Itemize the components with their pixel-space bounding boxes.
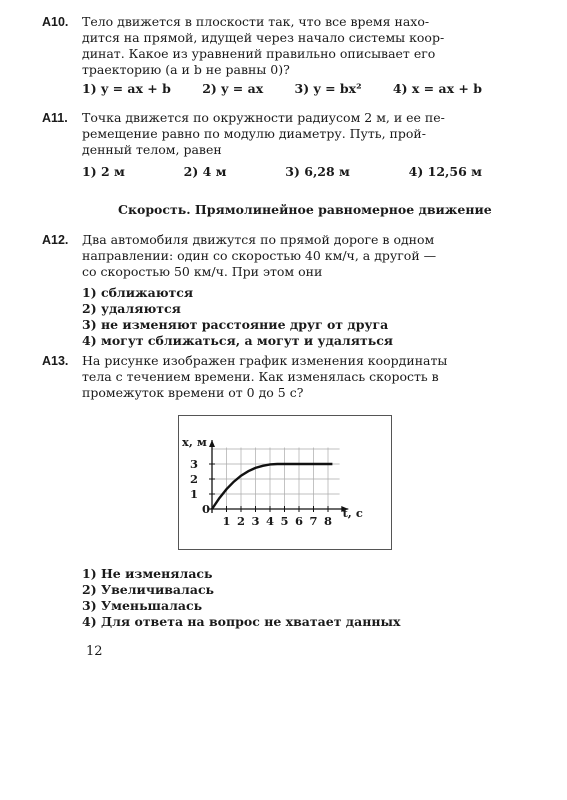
question-number: А13.	[42, 354, 69, 368]
y-tick-label: 2	[189, 472, 198, 486]
x-tick-label: 7	[309, 514, 318, 528]
answer-option: 3) y = bx²	[294, 81, 362, 96]
grid	[212, 448, 340, 510]
answer-option: 2) 4 м	[183, 164, 227, 179]
question-a10	[42, 14, 522, 97]
answer-option: 4) x = ax + b	[392, 81, 482, 96]
x-tick-label: 6	[294, 514, 304, 528]
answer-option: 1) Не изменялась	[82, 566, 213, 581]
graph-frame	[179, 416, 392, 550]
question-text-line: денный телом, равен	[82, 142, 222, 157]
x-tick-label: 1	[222, 514, 231, 528]
series-line	[212, 464, 332, 509]
question-a12	[42, 232, 522, 349]
question-text-line: промежуток времени от 0 до 5 с?	[82, 385, 304, 400]
x-tick-label: 4	[265, 514, 275, 528]
question-text-line: ремещение равно по модулю диаметру. Путь, прой-	[82, 126, 426, 141]
x-axis-label: t, с	[342, 506, 363, 520]
x-tick-label: 3	[251, 514, 260, 528]
x-tick-label: 8	[323, 514, 333, 528]
answer-option: 2) Увеличивалась	[82, 582, 215, 597]
question-a11	[42, 110, 522, 180]
question-text-line: дится на прямой, идущей через начало системы коор-	[82, 30, 445, 45]
question-number: А11.	[42, 111, 68, 125]
question-a13-options	[82, 566, 522, 630]
question-text-line: Точка движется по окружности радиусом 2 м, и ее пе-	[82, 110, 445, 125]
question-text-line: динат. Какое из уравнений правильно описывает его	[82, 46, 436, 61]
question-text-line: со скоростью 50 км/ч. При этом они	[82, 264, 323, 279]
axes	[208, 440, 348, 513]
answer-option: 3) 6,28 м	[285, 164, 350, 179]
y-tick-label: 1	[189, 487, 198, 501]
answer-option: 4) могут сближаться, а могут и удаляться	[82, 333, 394, 348]
answer-option: 1) y = ax + b	[82, 81, 171, 96]
section-title: Скорость. Прямолинейное равномерное движение	[118, 202, 492, 217]
page-number: 12	[86, 644, 103, 659]
answer-option: 3) не изменяют расстояние друг от друга	[82, 317, 389, 332]
answer-option: 4) 12,56 м	[408, 164, 482, 179]
answer-options	[82, 285, 522, 349]
question-text-line: Тело движется в плоскости так, что все время нахо-	[82, 14, 430, 29]
y-tick-label: 3	[189, 457, 198, 471]
answer-option: 1) 2 м	[82, 164, 125, 179]
y-axis-label: x, м	[182, 435, 207, 449]
coordinate-time-graph	[178, 415, 392, 550]
answer-option: 2) y = ax	[202, 81, 264, 96]
question-a13	[42, 353, 522, 401]
question-text-line: тела с течением времени. Как изменялась скорость в	[82, 369, 439, 384]
answer-option: 3) Уменьшалась	[82, 598, 203, 613]
x-tick-label: 2	[236, 514, 246, 528]
question-number: А12.	[42, 233, 69, 247]
answer-options	[82, 566, 522, 630]
question-text-line: Два автомобиля движутся по прямой дороге в одном	[82, 232, 435, 247]
answer-options	[82, 81, 482, 97]
question-text-line: траекторию (a и b не равны 0)?	[82, 62, 290, 77]
x-tick-label: 5	[280, 514, 289, 528]
answer-option: 1) сближаются	[82, 285, 194, 300]
tick-labels	[190, 457, 332, 528]
question-text-line: На рисунке изображен график изменения координаты	[82, 353, 448, 368]
origin-label: 0	[202, 502, 211, 516]
answer-option: 4) Для ответа на вопрос не хватает данных	[82, 614, 401, 629]
answer-option: 2) удаляются	[82, 301, 181, 316]
question-number: А10.	[42, 15, 69, 29]
answer-options	[82, 164, 482, 180]
y-axis-arrow	[209, 440, 215, 447]
question-text-line: направлении: один со скоростью 40 км/ч, а другой —	[82, 248, 437, 263]
